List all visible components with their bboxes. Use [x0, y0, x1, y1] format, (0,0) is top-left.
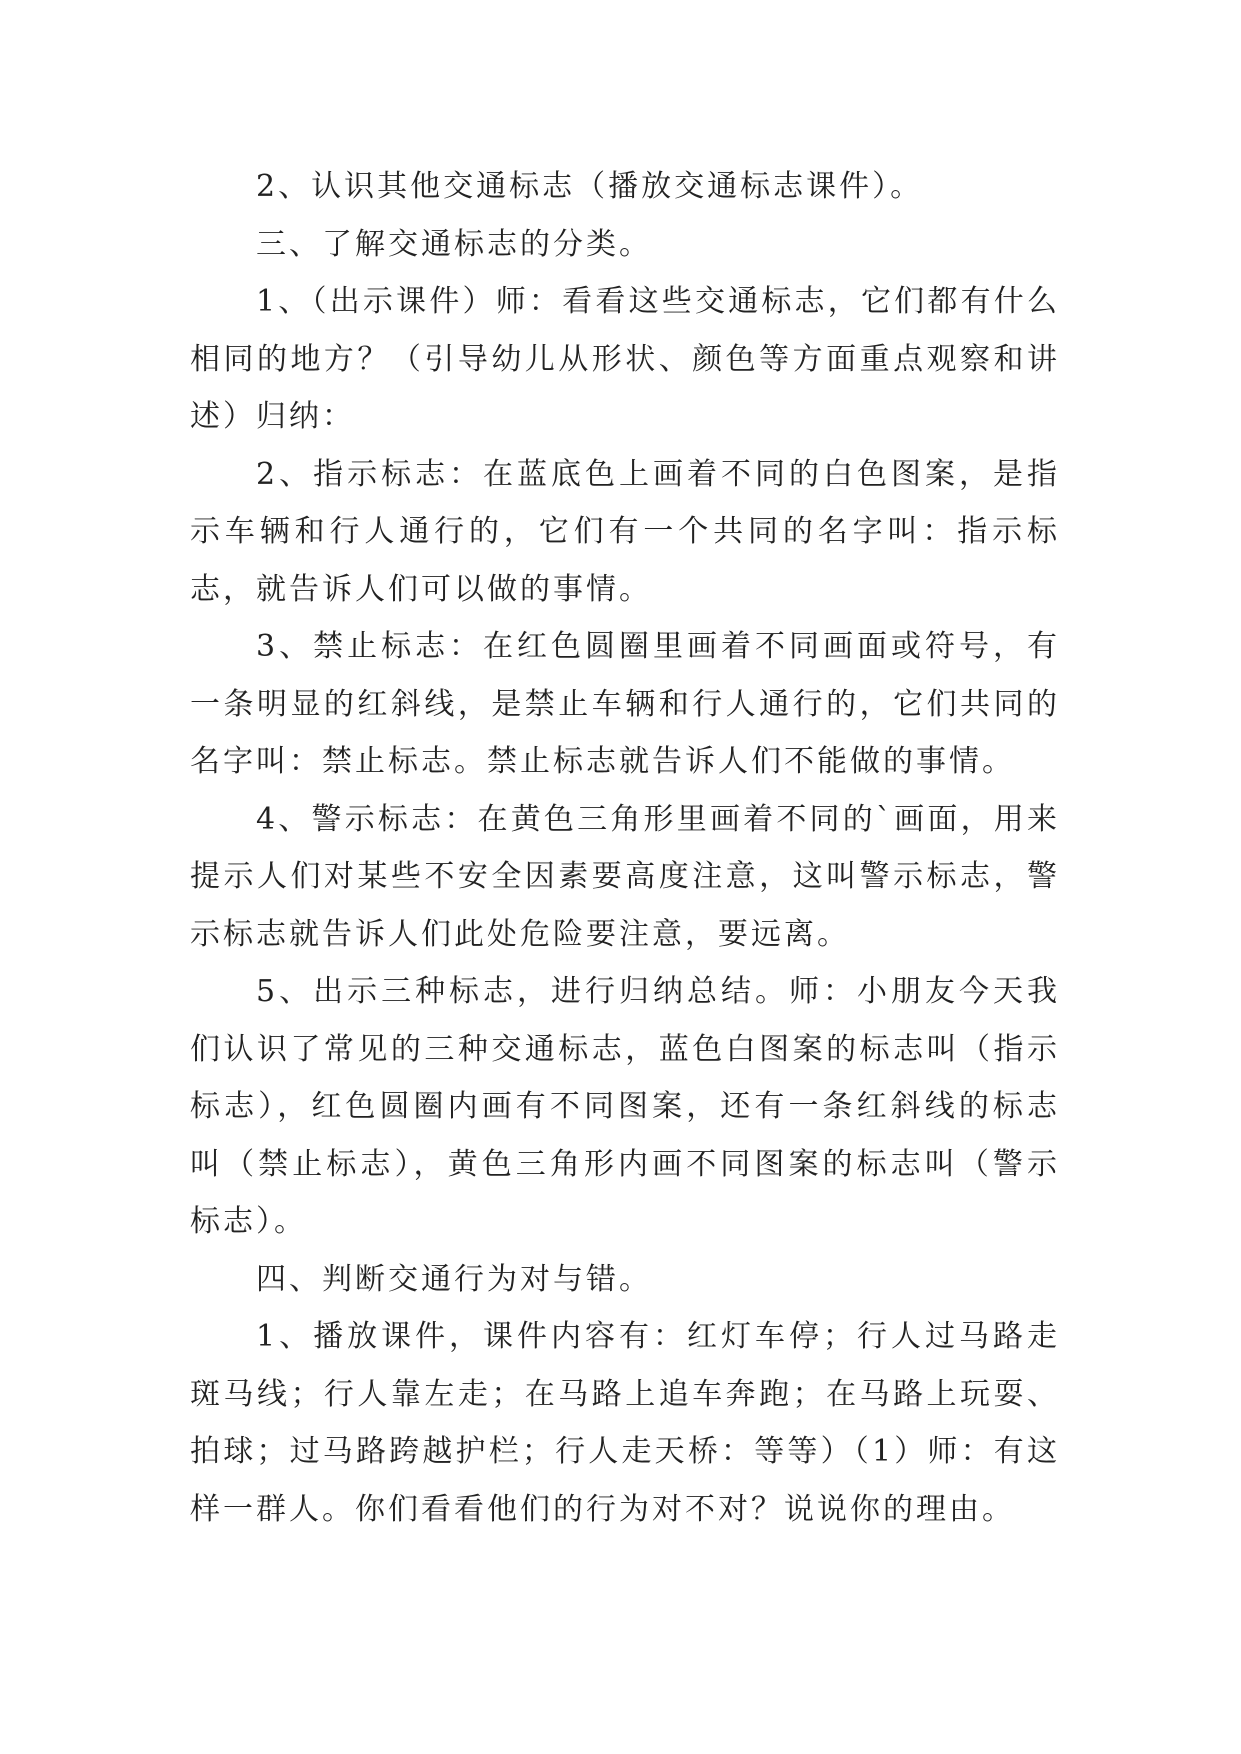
document-body — [190, 158, 1060, 1538]
paragraph: 2、认识其他交通标志（播放交通标志课件）。 — [256, 169, 924, 204]
paragraph: 1、（出示课件）师：看看这些交通标志，它们都有什么相同的地方？（引导幼儿从形状、颜色等方面重点观察和讲述）归纳： — [190, 284, 1060, 434]
paragraph: 3、禁止标志：在红色圆圈里画着不同画面或符号，有一条明显的红斜线，是禁止车辆和行人通行的，它们共同的名字叫：禁止标志。禁止标志就告诉人们不能做的事情。 — [190, 629, 1060, 779]
paragraph: 1、播放课件，课件内容有：红灯车停；行人过马路走斑马线；行人靠左走；在马路上追车奔跑；在马路上玩耍、拍球；过马路跨越护栏；行人走天桥：等等）（1）师：有这样一群人。你们看看他们的行为对不对？说说你的理由。 — [190, 1319, 1060, 1527]
paragraph: 三、了解交通标志的分类。 — [256, 226, 652, 262]
paragraph: 2、指示标志：在蓝底色上画着不同的白色图案，是指示车辆和行人通行的，它们有一个共同的名字叫：指示标志，就告诉人们可以做的事情。 — [190, 456, 1060, 607]
paragraph: 5、出示三种标志，进行归纳总结。师：小朋友今天我们认识了常见的三种交通标志，蓝色白图案的标志叫（指示标志），红色圆圈内画有不同图案，还有一条红斜线的标志叫（禁止标志），黄色三角形内画不同图案的标志叫（警示标志）。 — [190, 974, 1060, 1239]
paragraph: 四、判断交通行为对与错。 — [256, 1261, 652, 1297]
paragraph: 4、警示标志：在黄色三角形里画着不同的`画面，用来提示人们对某些不安全因素要高度注意，这叫警示标志，警示标志就告诉人们此处危险要注意，要远离。 — [190, 801, 1060, 952]
